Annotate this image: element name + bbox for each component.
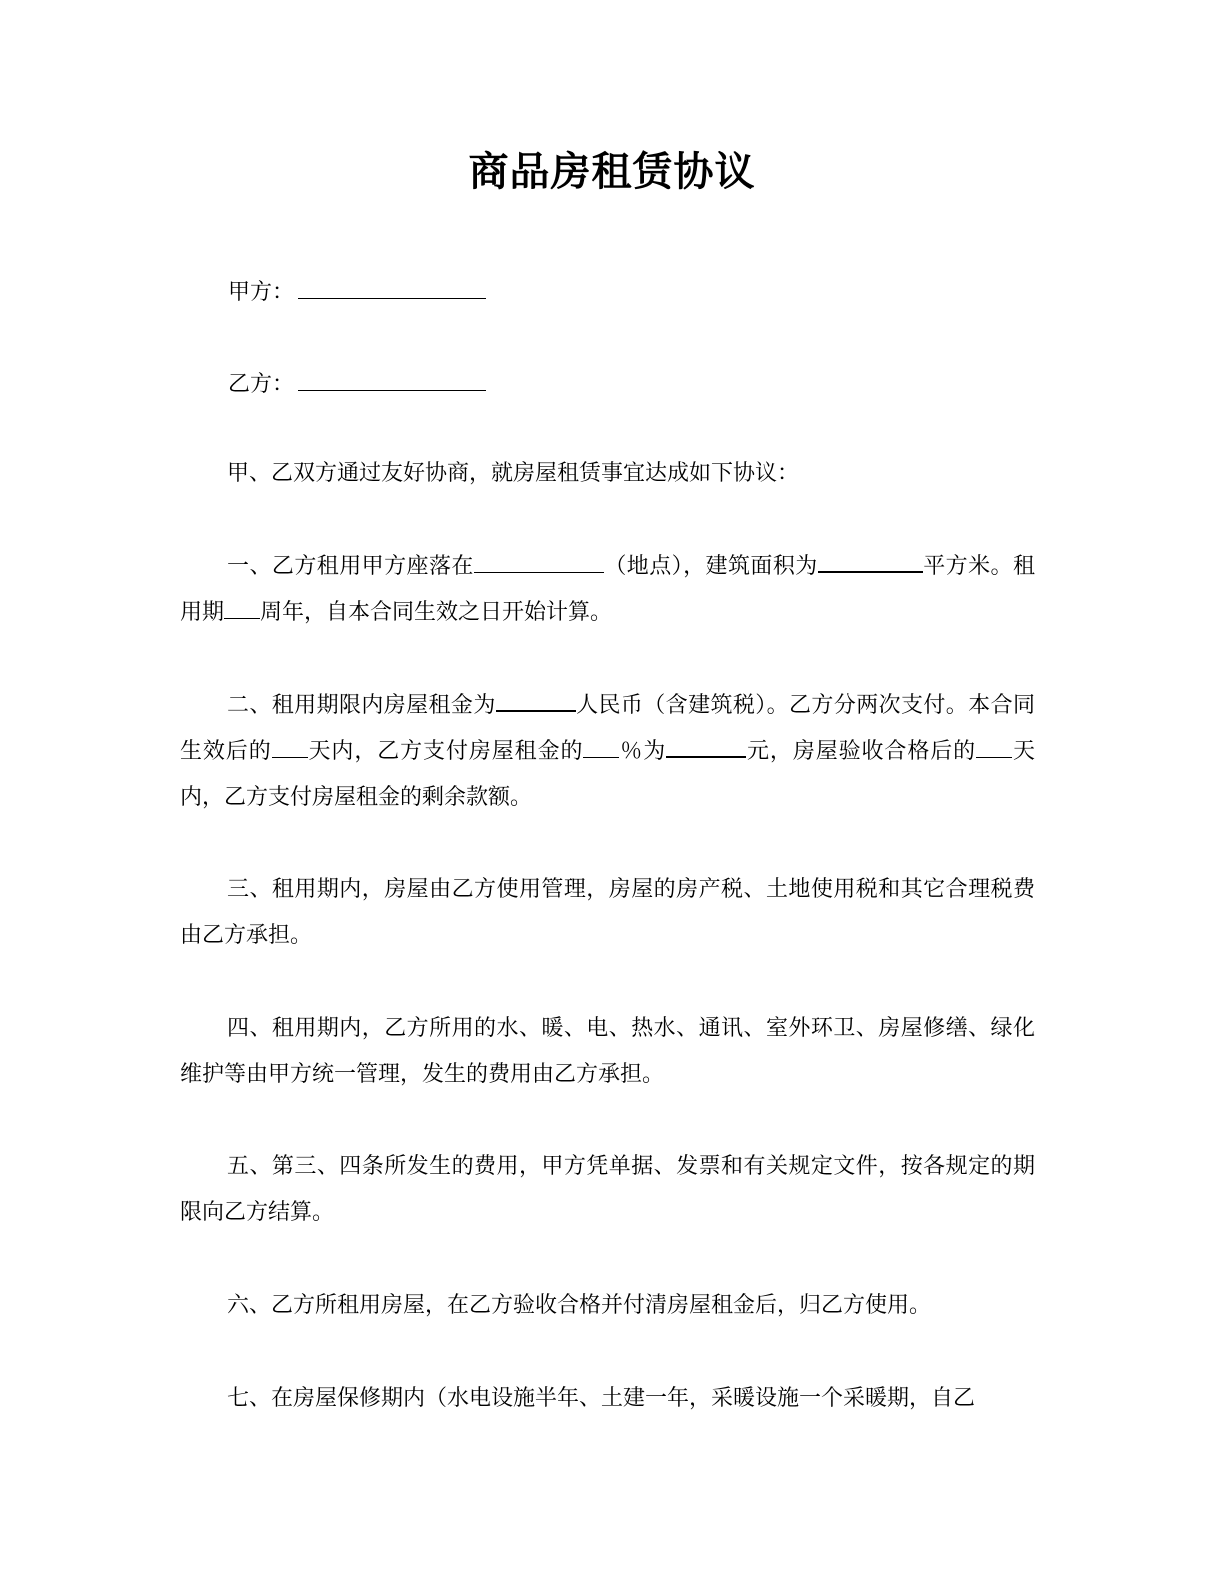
- clause-7: 七、在房屋保修期内（水电设施半年、土建一年，采暖设施一个采暖期，自乙: [227, 1386, 976, 1411]
- intro-paragraph: 甲、乙双方通过友好协商，就房屋租赁事宜达成如下协议：: [227, 461, 800, 486]
- party-a-line: [228, 272, 486, 313]
- remaining-payment-days-blank[interactable]: [976, 735, 1012, 758]
- location-blank[interactable]: [474, 550, 604, 573]
- clause-2-text-b: 人民币（含建筑税）。乙方分两次支付。本合同生效后的: [180, 693, 1035, 764]
- clause-1-text-c: 平方米。租用期: [180, 554, 1035, 625]
- clause-6: 六、乙方所租用房屋，在乙方验收合格并付清房屋租金后，归乙方使用。: [227, 1293, 932, 1318]
- clause-3: 三、租用期内，房屋由乙方使用管理，房屋的房产税、土地使用税和其它合理税费由乙方承担。: [180, 877, 1035, 948]
- term-years-blank[interactable]: [224, 596, 260, 619]
- first-payment-days-blank[interactable]: [272, 735, 308, 758]
- party-a-blank[interactable]: [298, 272, 486, 299]
- clause-1-text-d: 周年，自本合同生效之日开始计算。: [260, 600, 613, 625]
- rent-amount-blank[interactable]: [496, 688, 576, 712]
- document-title: 商品房租赁协议: [468, 149, 756, 195]
- percent-blank[interactable]: [583, 735, 619, 758]
- party-a-label: 甲方：: [228, 280, 295, 305]
- clause-2-text-f: 天内，乙方支付房屋租金的剩余款额。: [180, 739, 1035, 810]
- area-blank[interactable]: [818, 549, 923, 573]
- clause-2-text-a: 二、租用期限内房屋租金为: [227, 693, 496, 718]
- clause-4: 四、租用期内，乙方所用的水、暖、电、热水、通讯、室外环卫、房屋修缮、绿化维护等由甲方统一管理，发生的费用由乙方承担。: [180, 1016, 1035, 1087]
- first-payment-amount-blank[interactable]: [666, 734, 746, 758]
- clause-5: 五、第三、四条所发生的费用，甲方凭单据、发票和有关规定文件，按各规定的期限向乙方结算。: [180, 1154, 1035, 1225]
- clause-2-text-e: 元，房屋验收合格后的: [746, 739, 977, 764]
- clause-1-text-a: 一、乙方租用甲方座落在: [227, 554, 474, 579]
- party-b-blank[interactable]: [298, 364, 486, 391]
- party-b-line: [228, 364, 486, 405]
- clause-1-text-b: （地点），建筑面积为: [603, 554, 818, 579]
- clause-2-text-d: ％为: [619, 739, 667, 764]
- clause-1: [180, 544, 1035, 636]
- party-b-label: 乙方：: [228, 372, 295, 397]
- clause-2-text-c: 天内，乙方支付房屋租金的: [307, 739, 584, 764]
- clause-2: [180, 683, 1035, 821]
